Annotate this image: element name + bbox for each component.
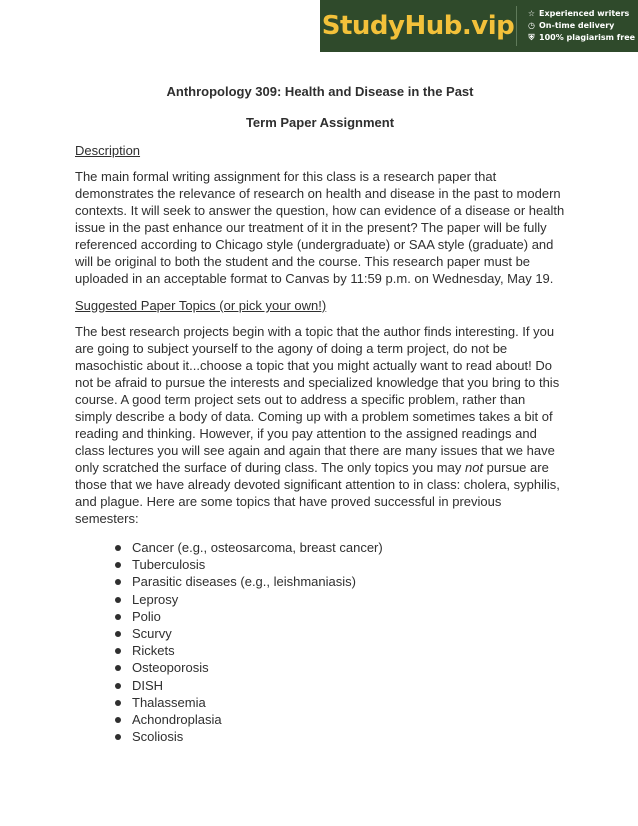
list-item: Rickets [115,642,565,659]
list-item: Achondroplasia [115,711,565,728]
description-paragraph: The main formal writing assignment for this class is a research paper that demonstrates the relevance of research on health and disease in the past to modern contexts. It will seek to answer the question, how can evidence of a disease or health issue in the past enhance our treatment of it in the present? The paper will be fully referenced according to Chicago style (undergraduate) or SAA style (graduate) and will be original to both the student and the course. This research paper must be uploaded in an acceptable format to Canvas by 11:59 p.m. on Wednesday, May 19. [75,169,565,286]
feature-item [527,9,638,19]
feature-label: 100% plagiarism free [539,33,636,42]
list-item: Cancer (e.g., osteosarcoma, breast cancer) [115,539,565,556]
feature-list [517,9,638,43]
topics-heading: Suggested Paper Topics (or pick your own!) [75,298,327,313]
feature-item [527,21,638,31]
topics-intro-text-end: pursue are those that we have already devoted significant attention to in class: cholera, syphilis, and plague. Here are some topics that have proved successful in previous semesters: [75,460,560,526]
feature-label: On-time delivery [539,21,615,30]
star-icon: ☆ [527,9,536,18]
topics-intro-paragraph [75,323,565,527]
topics-list [75,539,565,745]
list-item: Polio [115,608,565,625]
list-item: Thalassemia [115,694,565,711]
document-body [75,83,565,745]
list-item: Leprosy [115,591,565,608]
list-item: Scurvy [115,625,565,642]
feature-item [527,33,638,43]
topics-intro-emphasis: not [464,460,484,475]
document-subtitle: Term Paper Assignment [245,115,395,130]
promo-banner[interactable] [320,0,638,52]
clock-icon: ◷ [528,21,535,30]
shield-icon: ⛨ [528,33,535,42]
description-heading: Description [75,143,141,158]
topics-intro-text: The best research projects begin with a topic that the author finds interesting. If you are going to subject yourself to the agony of doing a term project, do not be masochistic about it...choose a topic that you might actually want to read about! Do not be afraid to pursue the interests and specialized knowledge that you bring to this course. A good term project sets out to address a specific problem, rather than simply describe a body of data. Coming up with a problem sometimes takes a bit of reading and thinking. However, if you pay attention to the assigned readings and class lectures you will see again and again that there are many issues that we have only scratched the surface of during class. The only topics you may [75,324,560,475]
list-item: Tuberculosis [115,556,565,573]
document-title: Anthropology 309: Health and Disease in the Past [166,84,474,99]
list-item: Scoliosis [115,728,565,745]
list-item: Parasitic diseases (e.g., leishmaniasis) [115,573,565,590]
feature-label: Experienced writers [539,9,630,18]
list-item: Osteoporosis [115,659,565,676]
list-item: DISH [115,677,565,694]
brand-logo: StudyHub.vip [321,11,515,41]
